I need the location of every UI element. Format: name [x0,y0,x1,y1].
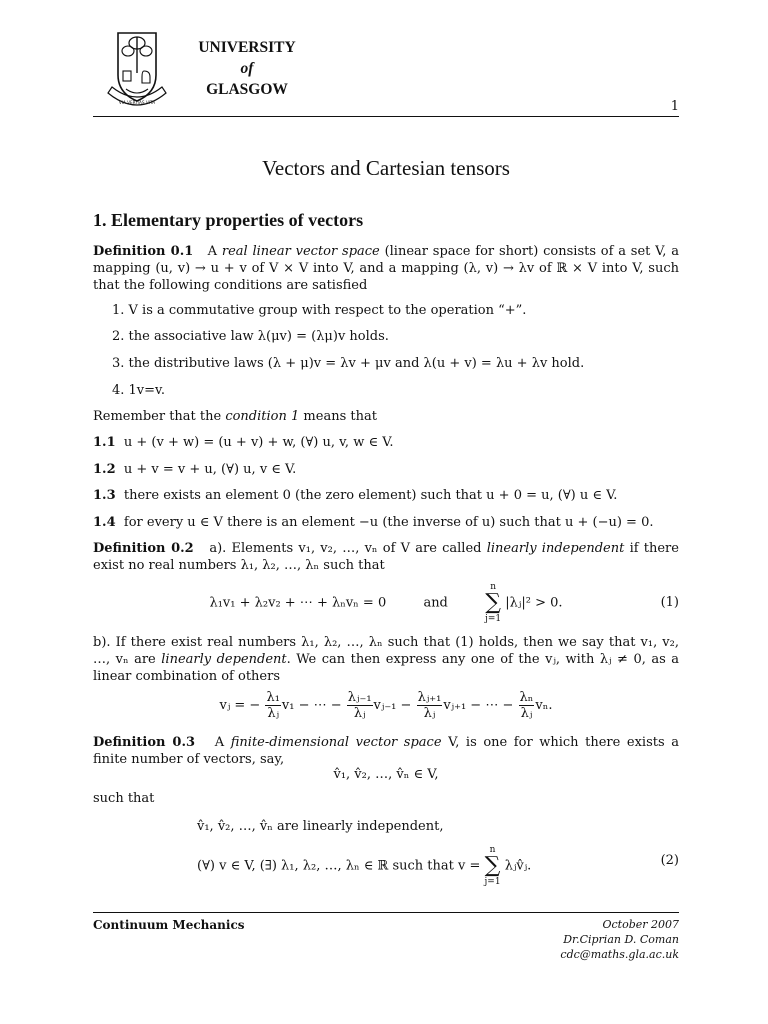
summation-symbol: n ∑ j=1 [485,582,502,624]
property-label: 1.1 [93,435,116,450]
fraction [265,690,280,721]
university-name [184,37,310,100]
combination-term: v₁ − ⋯ − [281,698,342,713]
definition-text: (linear space for short) consists of a set V, a mapping (u, v) → u + v of V × V into V, and a mapping (λ, v) → λv of ℝ × V into V, such that the following conditions are satisfied [93,244,679,293]
fraction-denominator: λⱼ [520,706,533,721]
combination-term: vⱼ₋₁ − [373,698,412,713]
fraction [519,690,535,721]
property-1-3 [93,487,679,504]
sum-lower-limit: j=1 [485,614,502,624]
equation-linear-combination [93,690,679,721]
condition-2: 2. the associative law λ(μv) = (λμ)v holds. [112,329,389,344]
definition-text: a). Elements v₁, v₂, …, vₙ of V are called [209,541,482,556]
such-that-text: such that [93,791,155,806]
footer-rule [93,912,679,913]
fraction-numerator: λⱼ₊₁ [417,690,442,705]
fraction-numerator: λₙ [519,690,534,705]
basis-vectors: v̂₁, v̂₂, …, v̂ₙ ∈ V, [333,767,439,782]
property-text: for every u ∈ V there is an element −u (the inverse of u) such that u + (−u) = 0. [123,515,654,530]
remember-line [93,408,679,425]
definition-0-3 [93,734,679,768]
footer-author: Dr.Ciprian D. Coman [563,933,679,946]
condition-3: 3. the distributive laws (λ + μ)v = λv + μv and λ(u + v) = λu + λv hold. [112,356,585,371]
span-condition-text: (∀) v ∈ V, (∃) λ₁, λ₂, …, λₙ ∈ ℝ such that v = [197,858,481,874]
condition-1: 1. V is a commutative group with respect to the operation “+”. [112,303,527,318]
equation-lhs: λ₁v₁ + λ₂v₂ + ⋯ + λₙvₙ = 0 [209,595,387,611]
remember-text: Remember that the [93,409,222,424]
property-label: 1.2 [93,462,116,477]
definition-label: Definition 0.2 [93,541,194,556]
svg-text:VIA VERITAS VITA: VIA VERITAS VITA [118,100,156,105]
defined-term: real linear vector space [221,244,380,259]
definition-text: b). If there exist real numbers λ₁, λ₂, …, λₙ such that (1) holds, then we say that v₁, v₂, …, vₙ are [93,635,679,667]
property-text: u + v = v + u, (∀) u, v ∈ V. [123,462,297,477]
definition-text: if there exist no real numbers λ₁, λ₂, …, λₙ such that [93,541,679,573]
footer-meta [560,917,679,962]
definition-label: Definition 0.1 [93,244,194,259]
sum-lower-limit: j=1 [484,877,501,887]
property-label: 1.3 [93,488,116,503]
definition-text: A [214,735,225,750]
definition-label: Definition 0.3 [93,735,196,750]
property-label: 1.4 [93,515,116,530]
definition-text: V, is one for which there exists a finite number of vectors, say, [93,735,679,767]
equation-1 [93,582,679,624]
course-name: Continuum Mechanics [93,918,245,932]
university-name-line2: of [240,60,254,77]
header-rule [93,116,679,117]
property-text: u + (v + w) = (u + v) + w, (∀) u, v, w ∈ V. [123,435,394,450]
summation-symbol: n ∑ j=1 [484,845,501,887]
defined-term: finite-dimensional vector space [230,735,442,750]
definition-0-2 [93,540,679,574]
fraction-denominator: λⱼ [423,706,436,721]
definition-0-2-part-b [93,634,679,685]
equation-rhs: |λⱼ|² > 0. [505,595,563,611]
equation-number-1: (1) [660,595,679,610]
span-condition-text: λⱼv̂ⱼ. [504,858,532,874]
combination-term: vⱼ₊₁ − ⋯ − [443,698,514,713]
property-1-2 [93,461,679,478]
basis-condition-span [197,845,531,887]
footer-email: cdc@maths.gla.ac.uk [560,948,679,961]
fraction [417,690,443,721]
definition-text: A [207,244,218,259]
condition-4: 4. 1v=v. [112,383,165,398]
fraction [347,690,373,721]
fraction-denominator: λⱼ [353,706,366,721]
property-1-4 [93,514,679,531]
fraction-denominator: λⱼ [267,706,280,721]
combination-lhs: vⱼ = − [219,698,261,713]
equation-connector: and [423,595,448,611]
fraction-numerator: λ₁ [266,690,280,705]
university-name-line1: UNIVERSITY [198,39,296,56]
combination-term: vₙ. [535,698,553,713]
remember-text: means that [303,409,377,424]
document-title: Vectors and Cartesian tensors [262,156,510,180]
section-heading: 1. Elementary properties of vectors [93,210,364,230]
property-1-1 [93,434,679,451]
defined-term: linearly independent [486,541,625,556]
definition-0-1 [93,243,679,294]
university-name-line3: GLASGOW [206,81,288,98]
university-crest-logo [104,27,170,111]
sum-upper-limit: n [489,845,496,855]
definition-text: . We can then express any one of the vⱼ, with λⱼ ≠ 0, as a linear combination of others [93,652,679,684]
equation-number-2: (2) [660,853,679,868]
defined-term: linearly dependent [161,652,287,667]
page-number: 1 [670,99,679,114]
sum-upper-limit: n [490,582,497,592]
condition-reference: condition 1 [225,409,300,424]
basis-condition-independent: v̂₁, v̂₂, …, v̂ₙ are linearly independent, [197,819,444,834]
fraction-numerator: λⱼ₋₁ [347,690,372,705]
property-text: there exists an element 0 (the zero element) such that u + 0 = u, (∀) u ∈ V. [123,488,618,503]
footer-date: October 2007 [602,918,679,931]
